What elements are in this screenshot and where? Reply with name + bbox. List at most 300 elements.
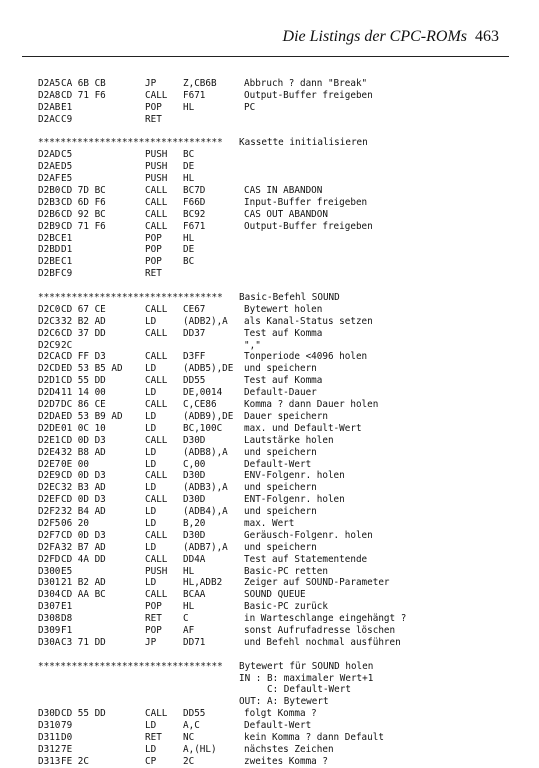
operand: HL xyxy=(183,565,195,577)
operand: DE,0014 xyxy=(183,387,223,399)
operand: DD4A xyxy=(183,553,206,565)
address: D2AC xyxy=(38,113,61,125)
comment: Output-Buffer freigeben xyxy=(244,89,373,101)
operand: BC7D xyxy=(183,185,206,197)
running-title: Die Listings der CPC-ROMs xyxy=(282,28,467,45)
code-line xyxy=(38,411,518,423)
section-title: Basic-Befehl SOUND xyxy=(239,292,340,304)
mnemonic: CALL xyxy=(145,399,168,411)
mnemonic: CALL xyxy=(145,375,168,387)
address: D304 xyxy=(38,589,61,601)
operand: AF xyxy=(183,624,195,636)
comment: max. und Default-Wert xyxy=(244,422,362,434)
code-line xyxy=(38,244,518,256)
mnemonic: LD xyxy=(145,387,157,399)
code-line xyxy=(38,221,518,233)
code-line xyxy=(38,566,518,578)
address: D301 xyxy=(38,577,61,589)
mnemonic: RET xyxy=(145,613,162,625)
doc-text: IN : B: maximaler Wert+1 xyxy=(239,672,374,684)
address: D2C3 xyxy=(38,315,61,327)
operand: (ADB9),DE xyxy=(183,410,234,422)
separator-stars: ********************************* xyxy=(38,660,223,672)
mnemonic: RET xyxy=(145,268,162,280)
mnemonic: CALL xyxy=(145,351,168,363)
address: D2CA xyxy=(38,351,61,363)
address: D2D7 xyxy=(38,399,61,411)
code-line xyxy=(38,328,518,340)
address: D2FA xyxy=(38,541,61,553)
operand: Z,CB6B xyxy=(183,78,217,89)
opcode-bytes: E1 xyxy=(61,601,73,613)
page-header xyxy=(0,28,539,50)
mnemonic: POP xyxy=(145,101,162,113)
opcode-bytes: 06 20 xyxy=(61,517,89,529)
comment: und speichern xyxy=(244,363,317,375)
opcode-bytes: E1 xyxy=(61,101,73,113)
code-line xyxy=(38,114,518,126)
code-line xyxy=(38,197,518,209)
code-line xyxy=(38,399,518,411)
opcode-bytes: 7E xyxy=(61,743,73,755)
opcode-bytes: CD 7D BC xyxy=(61,185,106,197)
comment: Bytewert holen xyxy=(244,303,323,315)
code-line xyxy=(38,637,518,649)
operand: C,CE86 xyxy=(183,399,217,411)
comment: Basic-PC zurück xyxy=(244,601,328,613)
code-line xyxy=(38,470,518,482)
opcode-bytes: C9 xyxy=(61,113,73,125)
mnemonic: LD xyxy=(145,446,157,458)
code-line xyxy=(38,459,518,471)
mnemonic: CALL xyxy=(145,185,168,197)
code-line xyxy=(38,625,518,637)
address: D2B3 xyxy=(38,196,61,208)
mnemonic: CALL xyxy=(145,553,168,565)
comment: Test auf Statementende xyxy=(244,553,368,565)
comment: SOUND QUEUE xyxy=(244,589,306,601)
address: D2BC xyxy=(38,232,61,244)
code-line xyxy=(38,613,518,625)
comment: Tonperiode <4096 holen xyxy=(244,351,368,363)
comment: Default-Dauer xyxy=(244,387,317,399)
address: D2D1 xyxy=(38,375,61,387)
operand: DE xyxy=(183,161,195,173)
mnemonic: RET xyxy=(145,731,162,743)
comment: Output-Buffer freigeben xyxy=(244,220,373,232)
comment: sonst Aufrufadresse löschen xyxy=(244,624,396,636)
opcode-bytes: CD FF D3 xyxy=(61,351,106,363)
opcode-bytes: ED 53 B5 AD xyxy=(61,363,123,375)
mnemonic: RET xyxy=(145,113,162,125)
operand: BC xyxy=(183,256,195,268)
code-line xyxy=(38,601,518,613)
operand: B,20 xyxy=(183,517,206,529)
comment: max. Wert xyxy=(244,517,295,529)
operand: BCAA xyxy=(183,589,206,601)
mnemonic: POP xyxy=(145,601,162,613)
address: D2BF xyxy=(38,268,61,280)
address: D2E4 xyxy=(38,446,61,458)
code-line xyxy=(38,351,518,363)
comment: folgt Komma ? xyxy=(244,708,317,720)
operand: BC xyxy=(183,149,195,161)
operand: DD37 xyxy=(183,327,206,339)
mnemonic: POP xyxy=(145,256,162,268)
opcode-bytes: CD AA BC xyxy=(61,589,106,601)
mnemonic: LD xyxy=(145,315,157,327)
comment: Geräusch-Folgenr. holen xyxy=(244,529,373,541)
operand: 2C xyxy=(183,755,195,767)
comment: und speichern xyxy=(244,482,317,494)
operand: HL xyxy=(183,173,195,185)
operand: NC xyxy=(183,731,195,743)
address: D2DE xyxy=(38,422,61,434)
address: D311 xyxy=(38,731,61,743)
blank-line xyxy=(38,126,518,138)
mnemonic: CALL xyxy=(145,529,168,541)
code-line xyxy=(38,161,518,173)
operand: (ADB7),A xyxy=(183,541,228,553)
code-line xyxy=(38,209,518,221)
opcode-bytes: 32 B4 AD xyxy=(61,506,106,518)
comment: in Warteschlange eingehängt ? xyxy=(244,613,407,625)
opcode-bytes: CD 92 BC xyxy=(61,208,106,220)
page-number: 463 xyxy=(475,28,499,45)
blank-line xyxy=(38,280,518,292)
code-line xyxy=(38,506,518,518)
opcode-bytes: E5 xyxy=(61,565,73,577)
section-header xyxy=(38,661,518,673)
operand: C,00 xyxy=(183,458,206,470)
code-line xyxy=(38,518,518,530)
operand: (ADB4),A xyxy=(183,506,228,518)
section-title: Bytewert für SOUND holen xyxy=(239,660,374,672)
address: D2FD xyxy=(38,553,61,565)
operand: (ADB5),DE xyxy=(183,363,234,375)
opcode-bytes: 01 0C 10 xyxy=(61,422,106,434)
operand: A,C xyxy=(183,720,200,732)
comment: "," xyxy=(244,339,261,351)
assembly-listing xyxy=(38,78,518,768)
mnemonic: JP xyxy=(145,78,157,89)
address: D300 xyxy=(38,565,61,577)
comment: ENV-Folgenr. holen xyxy=(244,470,345,482)
code-line xyxy=(38,708,518,720)
mnemonic: CP xyxy=(145,755,157,767)
mnemonic: CALL xyxy=(145,434,168,446)
opcode-bytes: 0E 00 xyxy=(61,458,89,470)
address: D313 xyxy=(38,755,61,767)
operand: D30D xyxy=(183,470,206,482)
address: D2E7 xyxy=(38,458,61,470)
opcode-bytes: CD 55 DD xyxy=(61,375,106,387)
opcode-bytes: C5 xyxy=(61,149,73,161)
comment: CAS OUT ABANDON xyxy=(244,208,328,220)
opcode-bytes: 2C xyxy=(61,339,73,351)
address: D2DA xyxy=(38,410,61,422)
code-line xyxy=(38,530,518,542)
address: D2F2 xyxy=(38,506,61,518)
mnemonic: PUSH xyxy=(145,161,168,173)
operand: HL,ADB2 xyxy=(183,577,223,589)
code-line xyxy=(38,577,518,589)
mnemonic: JP xyxy=(145,636,157,648)
mnemonic: CALL xyxy=(145,196,168,208)
comment: Test auf Komma xyxy=(244,327,323,339)
mnemonic: PUSH xyxy=(145,565,168,577)
code-line xyxy=(38,387,518,399)
doc-line xyxy=(38,696,518,708)
opcode-bytes: 21 B2 AD xyxy=(61,577,106,589)
opcode-bytes: CD 71 F6 xyxy=(61,220,106,232)
code-line xyxy=(38,482,518,494)
mnemonic: CALL xyxy=(145,589,168,601)
operand: (ADB3),A xyxy=(183,482,228,494)
opcode-bytes: CD 0D D3 xyxy=(61,434,106,446)
mnemonic: CALL xyxy=(145,220,168,232)
comment: Basic-PC retten xyxy=(244,565,328,577)
code-line xyxy=(38,340,518,352)
code-line xyxy=(38,447,518,459)
comment: zweites Komma ? xyxy=(244,755,328,767)
code-line xyxy=(38,185,518,197)
address: D2C6 xyxy=(38,327,61,339)
opcode-bytes: 32 B2 AD xyxy=(61,315,106,327)
code-line xyxy=(38,233,518,245)
operand: F66D xyxy=(183,196,206,208)
doc-text: OUT: A: Bytewert xyxy=(239,696,329,708)
operand: (ADB2),A xyxy=(183,315,228,327)
code-line xyxy=(38,90,518,102)
opcode-bytes: 79 xyxy=(61,720,73,732)
doc-text: C: Default-Wert xyxy=(239,684,351,696)
mnemonic: CALL xyxy=(145,303,168,315)
comment: Komma ? dann Dauer holen xyxy=(244,399,379,411)
comment: Test auf Komma xyxy=(244,375,323,387)
mnemonic: POP xyxy=(145,624,162,636)
comment: Abbruch ? dann "Break" xyxy=(244,78,368,89)
code-line xyxy=(38,423,518,435)
mnemonic: LD xyxy=(145,743,157,755)
address: D2F7 xyxy=(38,529,61,541)
operand: DD71 xyxy=(183,636,206,648)
mnemonic: CALL xyxy=(145,208,168,220)
address: D2AE xyxy=(38,161,61,173)
mnemonic: LD xyxy=(145,482,157,494)
address: D2A8 xyxy=(38,89,61,101)
operand: DD55 xyxy=(183,375,206,387)
mnemonic: LD xyxy=(145,720,157,732)
address: D2E9 xyxy=(38,470,61,482)
mnemonic: LD xyxy=(145,363,157,375)
opcode-bytes: CD 0D D3 xyxy=(61,529,106,541)
opcode-bytes: CD 67 CE xyxy=(61,303,106,315)
opcode-bytes: 32 B8 AD xyxy=(61,446,106,458)
address: D2B9 xyxy=(38,220,61,232)
mnemonic: CALL xyxy=(145,470,168,482)
address: D2B0 xyxy=(38,185,61,197)
opcode-bytes: CD 4A DD xyxy=(61,553,106,565)
address: D2AB xyxy=(38,101,61,113)
opcode-bytes: FE 2C xyxy=(61,755,89,767)
mnemonic: CALL xyxy=(145,89,168,101)
mnemonic: LD xyxy=(145,541,157,553)
opcode-bytes: D0 xyxy=(61,731,73,743)
code-line xyxy=(38,554,518,566)
address: D309 xyxy=(38,624,61,636)
code-line xyxy=(38,720,518,732)
opcode-bytes: C9 xyxy=(61,268,73,280)
mnemonic: LD xyxy=(145,458,157,470)
operand: BC92 xyxy=(183,208,206,220)
opcode-bytes: C1 xyxy=(61,256,73,268)
code-line xyxy=(38,316,518,328)
code-line xyxy=(38,173,518,185)
operand: DE xyxy=(183,244,195,256)
opcode-bytes: CD 37 DD xyxy=(61,327,106,339)
doc-line xyxy=(38,673,518,685)
code-line xyxy=(38,102,518,114)
mnemonic: CALL xyxy=(145,708,168,720)
code-line xyxy=(38,375,518,387)
mnemonic: LD xyxy=(145,517,157,529)
opcode-bytes: ED 53 B9 AD xyxy=(61,410,123,422)
code-line xyxy=(38,149,518,161)
address: D2AD xyxy=(38,149,61,161)
section-header xyxy=(38,292,518,304)
mnemonic: POP xyxy=(145,232,162,244)
code-line xyxy=(38,304,518,316)
comment: kein Komma ? dann Default xyxy=(244,731,384,743)
address: D307 xyxy=(38,601,61,613)
operand: BC,100C xyxy=(183,422,223,434)
mnemonic: LD xyxy=(145,506,157,518)
opcode-bytes: CA 6B CB xyxy=(61,78,106,89)
comment: und speichern xyxy=(244,541,317,553)
operand: D3FF xyxy=(183,351,206,363)
address: D2D4 xyxy=(38,387,61,399)
code-line xyxy=(38,494,518,506)
operand: A,(HL) xyxy=(183,743,217,755)
opcode-bytes: D1 xyxy=(61,244,73,256)
address: D2E1 xyxy=(38,434,61,446)
comment: als Kanal-Status setzen xyxy=(244,315,373,327)
code-line xyxy=(38,744,518,756)
section-header xyxy=(38,137,518,149)
mnemonic: LD xyxy=(145,422,157,434)
address: D2EC xyxy=(38,482,61,494)
opcode-bytes: CD 71 F6 xyxy=(61,89,106,101)
operand: D30D xyxy=(183,434,206,446)
opcode-bytes: E5 xyxy=(61,173,73,185)
address: D2A5 xyxy=(38,78,61,89)
operand: F671 xyxy=(183,220,206,232)
opcode-bytes: CD 0D D3 xyxy=(61,470,106,482)
comment: und Befehl nochmal ausführen xyxy=(244,636,401,648)
mnemonic: PUSH xyxy=(145,149,168,161)
opcode-bytes: 32 B7 AD xyxy=(61,541,106,553)
operand: HL xyxy=(183,601,195,613)
comment: Zeiger auf SOUND-Parameter xyxy=(244,577,390,589)
operand: (ADB8),A xyxy=(183,446,228,458)
header-rule xyxy=(22,56,509,57)
address: D2BE xyxy=(38,256,61,268)
opcode-bytes: CD 0D D3 xyxy=(61,494,106,506)
operand: HL xyxy=(183,101,195,113)
opcode-bytes: F1 xyxy=(61,624,73,636)
mnemonic: LD xyxy=(145,410,157,422)
blank-line xyxy=(38,649,518,661)
address: D2AF xyxy=(38,173,61,185)
mnemonic: CALL xyxy=(145,494,168,506)
address: D2C9 xyxy=(38,339,61,351)
code-line xyxy=(38,542,518,554)
comment: und speichern xyxy=(244,506,317,518)
address: D2BD xyxy=(38,244,61,256)
comment: ENT-Folgenr. holen xyxy=(244,494,345,506)
opcode-bytes: CD 6D F6 xyxy=(61,196,106,208)
comment: PC xyxy=(244,101,256,113)
mnemonic: CALL xyxy=(145,327,168,339)
comment: Default-Wert xyxy=(244,458,312,470)
separator-stars: ********************************* xyxy=(38,292,223,304)
address: D2B6 xyxy=(38,208,61,220)
operand: D30D xyxy=(183,494,206,506)
code-line xyxy=(38,256,518,268)
operand: F671 xyxy=(183,89,206,101)
address: D2CD xyxy=(38,363,61,375)
code-line xyxy=(38,78,518,90)
opcode-bytes: D8 xyxy=(61,613,73,625)
address: D30A xyxy=(38,636,61,648)
opcode-bytes: 32 B3 AD xyxy=(61,482,106,494)
operand: HL xyxy=(183,232,195,244)
mnemonic: POP xyxy=(145,244,162,256)
opcode-bytes: C3 71 DD xyxy=(61,636,106,648)
operand: DD55 xyxy=(183,708,206,720)
comment: Input-Buffer freigeben xyxy=(244,196,368,208)
separator-stars: ********************************* xyxy=(38,137,223,149)
code-line xyxy=(38,363,518,375)
comment: und speichern xyxy=(244,446,317,458)
address: D2C0 xyxy=(38,303,61,315)
address: D2EF xyxy=(38,494,61,506)
opcode-bytes: E1 xyxy=(61,232,73,244)
opcode-bytes: D5 xyxy=(61,161,73,173)
code-line xyxy=(38,435,518,447)
code-line xyxy=(38,756,518,768)
operand: CE67 xyxy=(183,303,206,315)
opcode-bytes: 11 14 00 xyxy=(61,387,106,399)
comment: Lautstärke holen xyxy=(244,434,334,446)
mnemonic: PUSH xyxy=(145,173,168,185)
operand: C xyxy=(183,613,189,625)
code-line xyxy=(38,268,518,280)
opcode-bytes: DC 86 CE xyxy=(61,399,106,411)
address: D312 xyxy=(38,743,61,755)
operand: D30D xyxy=(183,529,206,541)
address: D2F5 xyxy=(38,517,61,529)
comment: CAS IN ABANDON xyxy=(244,185,323,197)
comment: Dauer speichern xyxy=(244,410,328,422)
code-line xyxy=(38,589,518,601)
comment: Default-Wert xyxy=(244,720,312,732)
mnemonic: LD xyxy=(145,577,157,589)
address: D30D xyxy=(38,708,61,720)
opcode-bytes: CD 55 DD xyxy=(61,708,106,720)
doc-line xyxy=(38,684,518,696)
